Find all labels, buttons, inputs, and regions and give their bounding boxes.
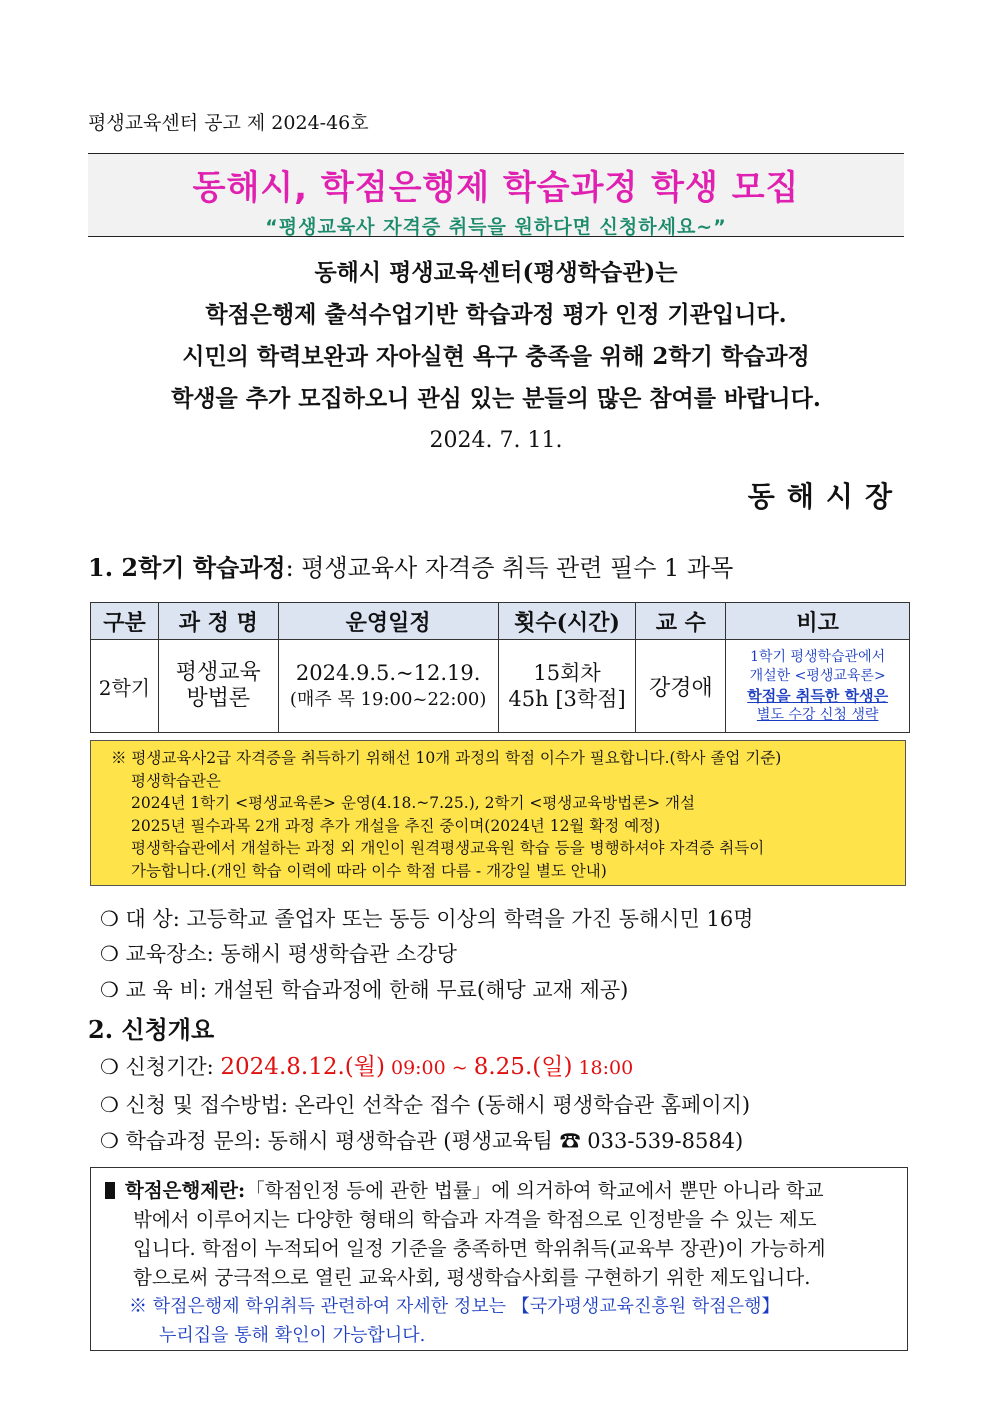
apply-period-item (100, 1048, 633, 1081)
header-professor: 교 수 (636, 603, 726, 640)
apply-start-time: 09:00 ~ (384, 1057, 474, 1079)
page-subtitle: “평생교육사 자격증 취득을 원하다면 신청하세요~” (265, 216, 727, 238)
section-1-desc: : 평생교육사 자격증 취득 관련 필수 1 과목 (285, 554, 734, 582)
intro-line: 동해시 평생교육센터(평생학습관)는 (314, 259, 678, 286)
header-course: 과 정 명 (158, 603, 278, 640)
cell-professor: 강경애 (636, 640, 726, 733)
cell-course (158, 640, 278, 733)
course-name-line: 방법론 (186, 686, 251, 711)
credit-bank-definition-box (90, 1167, 908, 1351)
mayor-signature: 동해시장 (747, 480, 904, 513)
apply-end-date: 8.25.(일) (473, 1054, 573, 1080)
course-name-line: 평생교육 (175, 660, 261, 685)
count-hours: 45h [3학점] (508, 687, 626, 711)
intro-line: 학생을 추가 모집하오니 관심 있는 분들의 많은 참여를 바랍니다. (171, 385, 821, 412)
page-title: 동해시, 학점은행제 학습과정 학생 모집 (192, 168, 800, 208)
location-item: ❍ 교육장소: 동해시 평생학습관 소강당 (100, 942, 457, 966)
table-row (91, 640, 910, 733)
cell-remark (726, 640, 910, 733)
announcement-date: 2024. 7. 11. (429, 428, 563, 453)
note-line: 평생학습관은 (131, 771, 221, 790)
section-2-heading: 2. 신청개요 (88, 1015, 215, 1044)
course-table (90, 602, 910, 733)
title-box (88, 153, 904, 237)
notice-number: 평생교육센터 공고 제 2024-46호 (88, 112, 369, 134)
header-schedule: 운영일정 (278, 603, 498, 640)
section-1-title: 1. 2학기 학습과정 (88, 553, 286, 582)
note-line: 평생학습관에서 개설하는 과정 외 개인이 원격평생교육원 학습 등을 병행하셔야 자격증 취득이 (131, 839, 765, 857)
remark-line: 학점을 취득한 학생은 (747, 686, 889, 705)
definition-term: 학점은행제란: (125, 1179, 246, 1202)
section-1-heading (88, 548, 733, 583)
apply-period-label: ❍ 신청기간: (100, 1055, 221, 1079)
target-item: ❍ 대 상: 고등학교 졸업자 또는 동등 이상의 학력을 가진 동해시민 16명 (100, 907, 754, 931)
definition-note: ※ 학점은행제 학위취득 관련하여 자세한 정보는 【국가평생교육진흥원 학점은행】 (129, 1296, 780, 1317)
schedule-dates: 2024.9.5.~12.19. (295, 661, 481, 685)
definition-line: 입니다. 학점이 누적되어 일정 기준을 충족하면 학위취득(교육부 장관)이 가능하게 (133, 1237, 826, 1260)
cell-term: 2학기 (91, 640, 159, 733)
definition-line: 밖에서 이루어지는 다양한 형태의 학습과 자격을 학점으로 인정받을 수 있는 제도 (133, 1208, 817, 1231)
inquiry-item: ❍ 학습과정 문의: 동해시 평생학습관 (평생교육팀 ☎ 033-539-8584) (100, 1129, 744, 1153)
note-line: 2025년 필수과목 2개 과정 추가 개설을 추진 중이며(2024년 12월 확정 예정) (131, 816, 661, 835)
remark-line: 별도 수강 신청 생략 (756, 706, 879, 723)
certificate-note-box (90, 740, 906, 886)
definition-line (105, 1176, 897, 1205)
cell-schedule (278, 640, 498, 733)
header-term: 구분 (91, 603, 159, 640)
note-line: 2024년 1학기 <평생교육론> 운영(4.18.~7.25.), 2학기 <평생교육방법론> 개설 (131, 794, 696, 812)
square-bullet-icon (105, 1182, 115, 1199)
table-header-row (91, 603, 910, 640)
note-line: ※ 평생교육사2급 자격증을 취득하기 위해선 10개 과정의 학점 이수가 필요합니다.(학사 졸업 기준) (111, 749, 782, 767)
schedule-times: (매주 목 19:00~22:00) (289, 689, 487, 710)
intro-line: 시민의 학력보완과 자아실현 욕구 충족을 위해 2학기 학습과정 (182, 343, 810, 370)
fee-item: ❍ 교 육 비: 개설된 학습과정에 한해 무료(해당 교재 제공) (100, 978, 629, 1002)
apply-start-date: 2024.8.12.(월) (220, 1054, 385, 1080)
remark-line: 1학기 평생학습관에서 (750, 648, 886, 665)
intro-line: 학점은행제 출석수업기반 학습과정 평가 인정 기관입니다. (205, 301, 787, 328)
remark-line: 개설한 <평생교육론> (749, 667, 886, 684)
definition-text: 「학점인정 등에 관한 법률」에 의거하여 학교에서 뿐만 아니라 학교 (245, 1179, 824, 1202)
definition-note: 누리집을 통해 확인이 가능합니다. (159, 1325, 426, 1346)
header-remark: 비고 (726, 603, 910, 640)
definition-line: 함으로써 궁극적으로 열린 교육사회, 평생학습사회를 구현하기 위한 제도입니다. (133, 1266, 811, 1289)
intro-paragraph (88, 252, 904, 420)
cell-count (498, 640, 636, 733)
note-line: 가능합니다.(개인 학습 이력에 따라 이수 학점 다름 - 개강일 별도 안내) (131, 861, 607, 880)
apply-method-item: ❍ 신청 및 접수방법: 온라인 선착순 접수 (동해시 평생학습관 홈페이지) (100, 1093, 751, 1117)
header-count: 횟수(시간) (498, 603, 636, 640)
apply-end-time: 18:00 (572, 1057, 634, 1079)
count-sessions: 15회차 (533, 661, 601, 685)
